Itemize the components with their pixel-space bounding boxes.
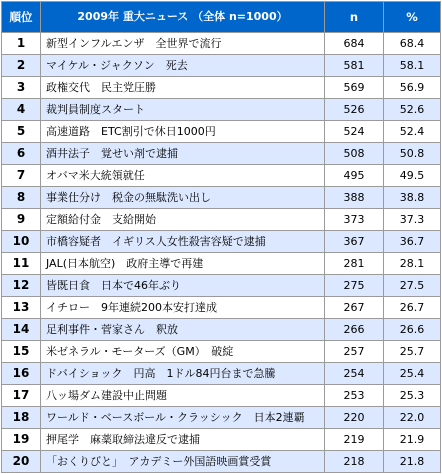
count-cell: 257 <box>325 341 384 363</box>
news-item-cell: 「おくりびと」 アカデミー外国語映画賞受賞 <box>41 451 325 473</box>
rank-cell: 10 <box>2 231 41 253</box>
table-row <box>2 429 441 451</box>
news-item-cell: JAL(日本航空) 政府主導で再建 <box>41 253 325 275</box>
table-row <box>2 341 441 363</box>
count-cell: 219 <box>325 429 384 451</box>
news-item-cell: 事業仕分け 税金の無駄洗い出し <box>41 187 325 209</box>
news-item-cell: 皆既日食 日本で46年ぶり <box>41 275 325 297</box>
rank-cell: 15 <box>2 341 41 363</box>
percent-cell: 27.5 <box>384 275 441 297</box>
table-row <box>2 55 441 77</box>
news-item-cell: 政権交代 民主党圧勝 <box>41 77 325 99</box>
rank-cell: 9 <box>2 209 41 231</box>
percent-cell: 56.9 <box>384 77 441 99</box>
percent-cell: 22.0 <box>384 407 441 429</box>
table-row <box>2 187 441 209</box>
count-cell: 281 <box>325 253 384 275</box>
table-row <box>2 319 441 341</box>
count-cell: 526 <box>325 99 384 121</box>
news-item-cell: 八ッ場ダム建設中止問題 <box>41 385 325 407</box>
table-row <box>2 165 441 187</box>
percent-cell: 52.4 <box>384 121 441 143</box>
percent-cell: 36.7 <box>384 231 441 253</box>
table-row <box>2 121 441 143</box>
news-ranking-table <box>1 1 441 473</box>
percent-cell: 21.8 <box>384 451 441 473</box>
count-cell: 373 <box>325 209 384 231</box>
news-item-cell: 足利事件・菅家さん 釈放 <box>41 319 325 341</box>
rank-cell: 8 <box>2 187 41 209</box>
news-item-cell: 高速道路 ETC割引で休日1000円 <box>41 121 325 143</box>
news-item-cell: 押尾学 麻薬取締法違反で逮捕 <box>41 429 325 451</box>
header-n: n <box>325 2 384 33</box>
rank-cell: 7 <box>2 165 41 187</box>
header-row <box>2 2 441 33</box>
percent-cell: 52.6 <box>384 99 441 121</box>
rank-cell: 14 <box>2 319 41 341</box>
rank-cell: 13 <box>2 297 41 319</box>
rank-cell: 11 <box>2 253 41 275</box>
rank-cell: 4 <box>2 99 41 121</box>
count-cell: 495 <box>325 165 384 187</box>
count-cell: 388 <box>325 187 384 209</box>
percent-cell: 50.8 <box>384 143 441 165</box>
count-cell: 218 <box>325 451 384 473</box>
news-item-cell: 酒井法子 覚せい剤で逮捕 <box>41 143 325 165</box>
percent-cell: 37.3 <box>384 209 441 231</box>
rank-cell: 19 <box>2 429 41 451</box>
rank-cell: 5 <box>2 121 41 143</box>
count-cell: 253 <box>325 385 384 407</box>
table-row <box>2 143 441 165</box>
percent-cell: 25.3 <box>384 385 441 407</box>
percent-cell: 68.4 <box>384 33 441 55</box>
count-cell: 367 <box>325 231 384 253</box>
news-item-cell: ドバイショック 円高 1ドル84円台まで急騰 <box>41 363 325 385</box>
table-row <box>2 451 441 473</box>
percent-cell: 25.7 <box>384 341 441 363</box>
percent-cell: 26.6 <box>384 319 441 341</box>
count-cell: 275 <box>325 275 384 297</box>
news-item-cell: 市橋容疑者 イギリス人女性殺害容疑で逮捕 <box>41 231 325 253</box>
count-cell: 581 <box>325 55 384 77</box>
rank-cell: 18 <box>2 407 41 429</box>
table-row <box>2 407 441 429</box>
news-item-cell: マイケル・ジャクソン 死去 <box>41 55 325 77</box>
news-item-cell: 裁判員制度スタート <box>41 99 325 121</box>
table-row <box>2 231 441 253</box>
rank-cell: 16 <box>2 363 41 385</box>
table-row <box>2 77 441 99</box>
percent-cell: 25.4 <box>384 363 441 385</box>
news-item-cell: 米ゼネラル・モーターズ（GM） 破綻 <box>41 341 325 363</box>
table-row <box>2 275 441 297</box>
table-row <box>2 297 441 319</box>
header-title: 2009年 重大ニュース （全体 n=1000） <box>41 2 325 33</box>
count-cell: 267 <box>325 297 384 319</box>
table-header <box>2 2 441 33</box>
count-cell: 524 <box>325 121 384 143</box>
table-row <box>2 33 441 55</box>
news-item-cell: オバマ米大統領就任 <box>41 165 325 187</box>
rank-cell: 3 <box>2 77 41 99</box>
count-cell: 254 <box>325 363 384 385</box>
percent-cell: 21.9 <box>384 429 441 451</box>
table-row <box>2 385 441 407</box>
table-row <box>2 253 441 275</box>
percent-cell: 28.1 <box>384 253 441 275</box>
table-body <box>2 33 441 473</box>
table-row <box>2 99 441 121</box>
count-cell: 508 <box>325 143 384 165</box>
rank-cell: 6 <box>2 143 41 165</box>
percent-cell: 58.1 <box>384 55 441 77</box>
rank-cell: 2 <box>2 55 41 77</box>
news-item-cell: 新型インフルエンザ 全世界で流行 <box>41 33 325 55</box>
count-cell: 684 <box>325 33 384 55</box>
table-row <box>2 209 441 231</box>
header-rank: 順位 <box>2 2 41 33</box>
rank-cell: 20 <box>2 451 41 473</box>
table-row <box>2 363 441 385</box>
news-item-cell: イチロー 9年連続200本安打達成 <box>41 297 325 319</box>
count-cell: 220 <box>325 407 384 429</box>
news-item-cell: ワールド・ベースボール・クラッシック 日本2連覇 <box>41 407 325 429</box>
percent-cell: 38.8 <box>384 187 441 209</box>
news-item-cell: 定額給付金 支給開始 <box>41 209 325 231</box>
percent-cell: 49.5 <box>384 165 441 187</box>
count-cell: 266 <box>325 319 384 341</box>
header-percent: % <box>384 2 441 33</box>
rank-cell: 12 <box>2 275 41 297</box>
count-cell: 569 <box>325 77 384 99</box>
rank-cell: 17 <box>2 385 41 407</box>
rank-cell: 1 <box>2 33 41 55</box>
percent-cell: 26.7 <box>384 297 441 319</box>
